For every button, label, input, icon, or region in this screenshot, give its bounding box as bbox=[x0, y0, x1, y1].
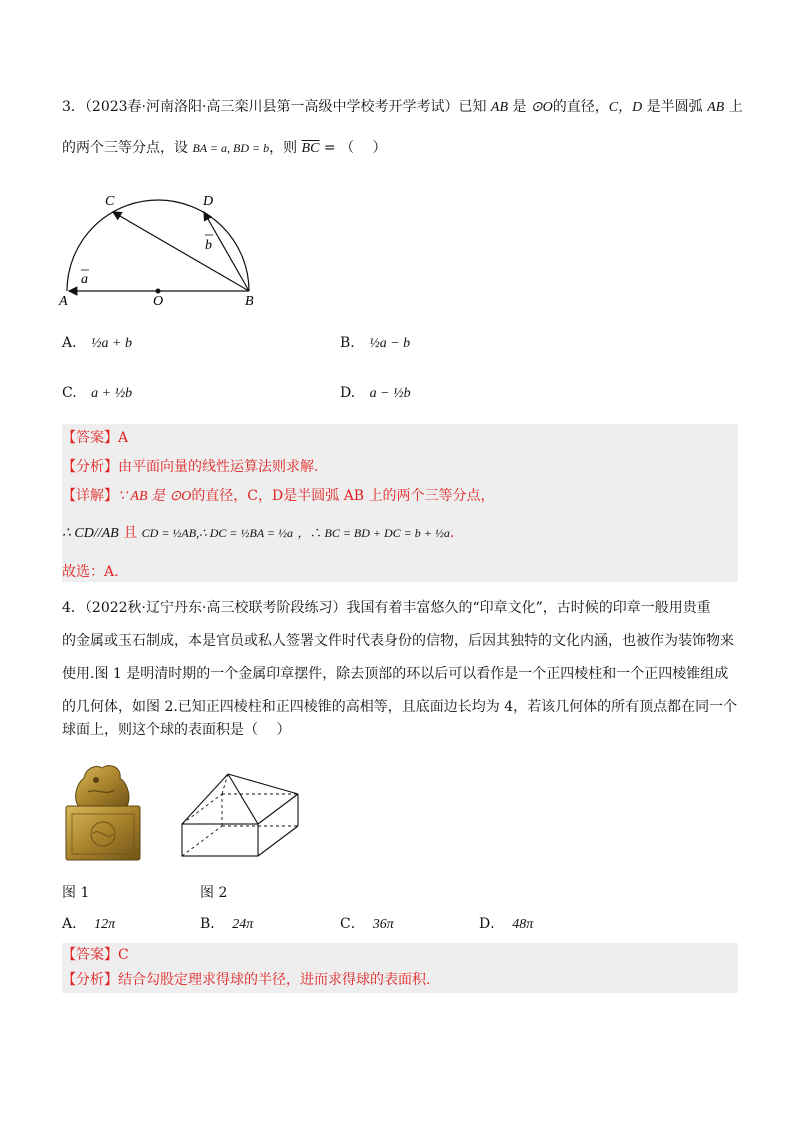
q4-option-d: D． 48π bbox=[479, 916, 534, 932]
q3-option-c: C. a + ½b bbox=[62, 385, 133, 401]
q3-semicircle-figure bbox=[55, 185, 275, 310]
q3-option-d: D. a − ½b bbox=[340, 385, 411, 401]
center-point bbox=[156, 289, 161, 294]
q4-source: （2022秋·辽宁丹东·高三校联考阶段练习） bbox=[84, 600, 347, 616]
q3-detail-line1: 【详解】∵ AB 是 ⊙O的直径，C，D是半圆弧 AB 上的两个三等分点， bbox=[62, 488, 495, 504]
label-vector-a: a bbox=[81, 272, 88, 287]
q3-conclusion-line: 故选：A. bbox=[62, 564, 119, 580]
q4-stem-line2: 的金属或玉石制成，本是官员或私人签署文件时代表身份的信物，后因其独特的文化内涵，也被作为装饰物来 bbox=[62, 633, 734, 649]
label-b-point: B bbox=[245, 294, 254, 309]
q3-detail-line2: ∴ CD//AB 且 CD = ½AB,∴ DC = ½BA = ½a ，∴ BC = BD + DC = b + ½a. bbox=[62, 525, 455, 541]
q4-answer: C bbox=[118, 947, 129, 963]
q3-analysis-line: 【分析】由平面向量的线性运算法则求解. bbox=[62, 459, 319, 475]
q4-option-a: A． 12π bbox=[62, 916, 116, 932]
q3-vector-bc: $\overline{BC}$ bbox=[301, 141, 320, 156]
q4-stem-line3: 使用.图 1 是明清时期的一个金属印章摆件，除去顶部的环以后可以看作是一个正四棱柱和一个正四棱锥组成 bbox=[62, 666, 729, 682]
q3-answer-line: 【答案】A bbox=[62, 430, 129, 446]
vector-bc-line bbox=[113, 212, 249, 291]
q3-source: （2023春·河南洛阳·高三栾川县第一高级中学校考开学考试） bbox=[84, 99, 459, 115]
q3-given-formula: BA = a, BD = b bbox=[192, 141, 270, 155]
q4-stem-line5: 球面上，则这个球的表面积是（ ） bbox=[62, 722, 291, 738]
q3-option-b: B. ½a − b bbox=[340, 335, 411, 351]
label-c-point: C bbox=[105, 194, 115, 209]
q4-option-b: B． 24π bbox=[200, 916, 254, 932]
label-vector-b: b bbox=[205, 238, 212, 253]
q4-option-c: C． 36π bbox=[340, 916, 394, 932]
q4-fig2-caption: 图 2 bbox=[200, 885, 228, 901]
q3-answer: A bbox=[118, 430, 129, 446]
q3-option-a: A. ½a + b bbox=[62, 335, 132, 351]
label-a-point: A bbox=[59, 294, 68, 309]
q3-stem-line1: 3．（2023春·河南洛阳·高三栾川县第一高级中学校考开学考试）已知 AB 是 ⊙O的直径，C，D 是半圆弧 AB 上 bbox=[62, 99, 743, 115]
label-d-point: D bbox=[203, 194, 214, 209]
q4-geometry-figure bbox=[176, 768, 306, 860]
label-o-point: O bbox=[153, 294, 164, 309]
q4-fig1-caption: 图 1 bbox=[62, 885, 90, 901]
q4-answer-line: 【答案】C bbox=[62, 947, 129, 963]
q4-number: 4． bbox=[62, 600, 85, 616]
q4-seal-image bbox=[62, 760, 144, 862]
q3-stem-line2: 的两个三等分点，设 BA = a, BD = b，则 $\overline{BC}$ = （ ） bbox=[62, 140, 387, 156]
q4-stem-line4: 的几何体，如图 2.已知正四棱柱和正四棱锥的高相等，且底面边长均为 4，若该几何体的所有顶点都在同一个 bbox=[62, 699, 738, 715]
circle-o-symbol: ⊙O bbox=[530, 100, 553, 115]
q3-number: 3． bbox=[62, 99, 85, 115]
q4-analysis-line: 【分析】结合勾股定理求得球的半径，进而求得球的表面积. bbox=[62, 972, 431, 988]
q4-stem-line1: 4．（2022秋·辽宁丹东·高三校联考阶段练习）我国有着丰富悠久的“印章文化”，古时候的印章一般用贵重 bbox=[62, 600, 711, 616]
